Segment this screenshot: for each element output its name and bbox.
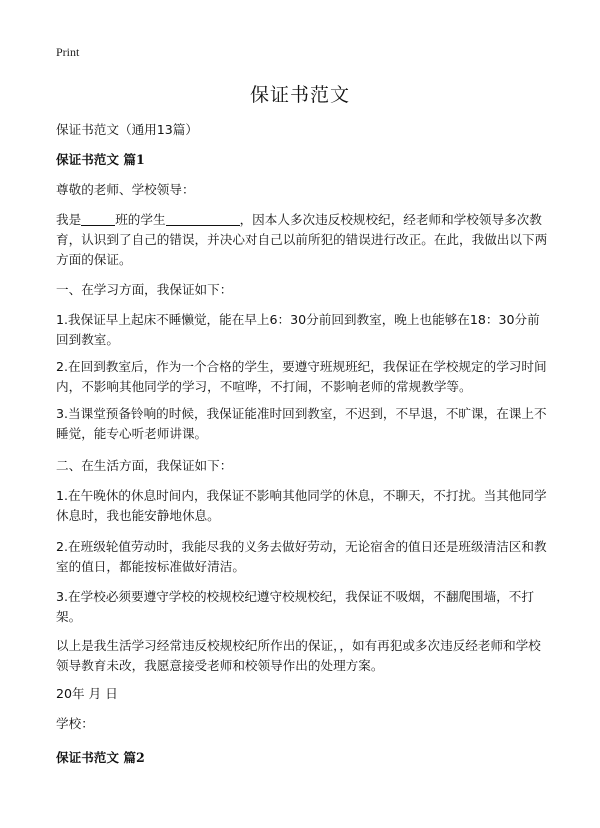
intro-paragraph — [56, 210, 548, 270]
life-item-3: 3.在学校必须要遵守学校的校规校纪遵守校规校纪，我保证不吸烟，不翻爬围墙，不打架。 — [56, 589, 534, 624]
life-item-1: 1.在午晚休的休息时间内，我保证不影响其他同学的休息，不聊天，不打扰。当其他同学休息时，我也能安静地休息。 — [56, 488, 547, 523]
section-heading-2: 保证书范文 篇2 — [56, 750, 145, 765]
life-item-2: 2.在班级轮值劳动时，我能尽我的义务去做好劳动，无论宿舍的值日还是班级清洁区和教室的值日，都能按标准做好清洁。 — [56, 539, 547, 574]
study-item-1: 1.我保证早上起床不睡懒觉，能在早上6：30分前回到教室，晚上也能够在18：30分前回到教室。 — [56, 312, 540, 347]
section-heading-1: 保证书范文 篇1 — [56, 152, 145, 167]
closing-paragraph: 以上是我生活学习经常违反校规校纪所作出的保证，，如有再犯或多次违反经老师和学校领导教育未改，我愿意接受老师和校领导作出的处理方案。 — [56, 638, 541, 673]
class-blank — [81, 211, 115, 226]
intro-text-1: 我是 — [56, 212, 82, 227]
life-heading: 二、在生活方面，我保证如下： — [56, 458, 233, 473]
print-label: Print — [56, 45, 80, 59]
study-heading: 一、在学习方面，我保证如下： — [56, 282, 233, 297]
date-line: 20年 月 日 — [56, 686, 118, 701]
page-title: 保证书范文 — [249, 84, 350, 106]
school-line: 学校： — [56, 716, 94, 731]
intro-text-3: ，因本人多次违反校规校纪，经老师和学校领导多次教育，认识到了自己的错误，并决心对自己以前所犯的错误进行改正。在此，我做出以下两方面的保证。 — [56, 212, 548, 267]
study-item-2: 2.在回到教室后，作为一个合格的学生，要遵守班规班纪，我保证在学校规定的学习时间内，不影响其他同学的学习，不喧哗，不打闹，不影响老师的常规教学等。 — [56, 359, 547, 394]
study-item-3: 3.当课堂预备铃响的时候，我保证能准时回到教室，不迟到，不早退，不旷课，在课上不睡觉，能专心听老师讲课。 — [56, 406, 547, 441]
document-subtitle: 保证书范文（通用13篇） — [56, 122, 198, 137]
greeting: 尊敬的老师、学校领导： — [56, 182, 195, 197]
name-blank — [166, 211, 240, 226]
intro-text-2: 班的学生 — [115, 212, 166, 227]
